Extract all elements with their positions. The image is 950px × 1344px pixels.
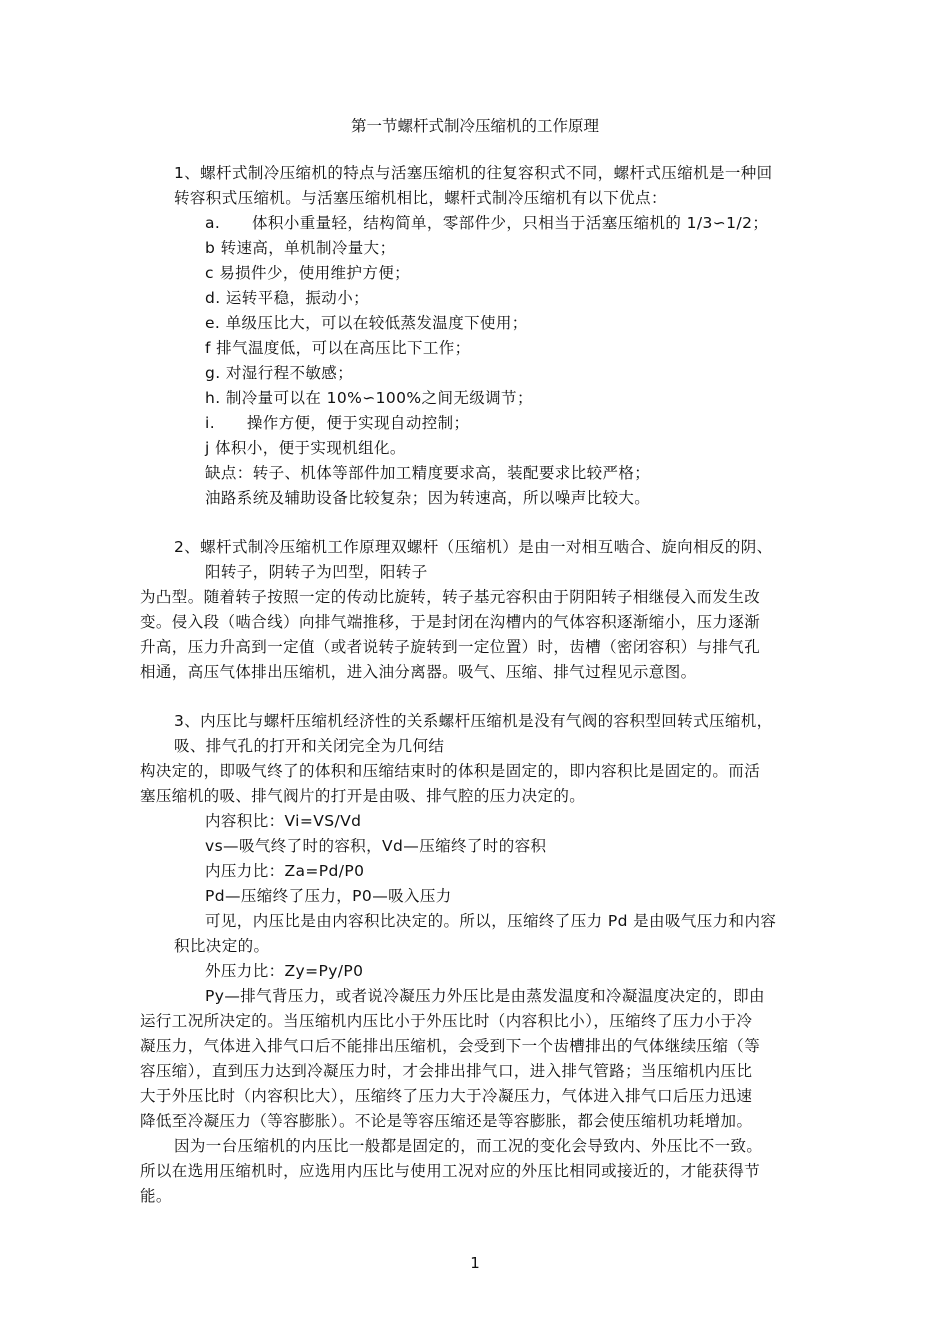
external-pressure-ratio-formula: 外压力比：Zy=Py/P0: [205, 962, 364, 980]
internal-volume-ratio-formula: 内容积比：Vi=VS/Vd: [205, 812, 362, 830]
section3-line-2: 吸、排气孔的打开和关闭完全为几何结: [174, 737, 445, 755]
section2-line-1: 2、螺杆式制冷压缩机工作原理双螺杆（压缩机）是由一对相互啮合、旋向相反的阴、: [174, 538, 773, 556]
volume-definitions: vs—吸气终了时的容积，Vd—压缩终了时的容积: [205, 837, 547, 855]
section2-line-5: 升高，压力升高到一定值（或者说转子旋转到一定位置）时，齿槽（密闭容积）与排气孔: [140, 638, 761, 656]
section3-line-13: 运行工况所决定的。当压缩机内压比小于外压比时（内容积比小），压缩终了压力小于冷: [140, 1012, 753, 1030]
section2-line-3: 为凸型。随着转子按照一定的传动比旋转，转子基元容积由于阴阳转子相继侵入而发生改: [140, 588, 761, 606]
section3-line-18: 因为一台压缩机的内压比一般都是固定的，而工况的变化会导致内、外压比不一致。: [174, 1137, 763, 1155]
section2-line-6: 相通，高压气体排出压缩机，进入油分离器。吸气、压缩、排气过程见示意图。: [140, 663, 697, 681]
internal-pressure-ratio-formula: 内压力比：Za=Pd/P0: [205, 862, 365, 880]
section3-line-10: 积比决定的。: [174, 937, 270, 955]
advantage-item-g: g. 对湿行程不敏感；: [205, 364, 354, 382]
section2-line-2: 阳转子，阴转子为凹型，阳转子: [205, 563, 428, 581]
page-title: 第一节螺杆式制冷压缩机的工作原理: [350, 117, 599, 135]
section1-intro-line-1: 1、螺杆式制冷压缩机的特点与活塞压缩机的往复容积式不同，螺杆式压缩机是一种回: [174, 164, 773, 182]
section2-line-4: 变。侵入段（啮合线）向排气端推移，于是封闭在沟槽内的气体容积逐渐缩小，压力逐渐: [140, 613, 761, 631]
advantage-item-e: e. 单级压比大，可以在较低蒸发温度下使用；: [205, 314, 528, 332]
section3-line-4: 塞压缩机的吸、排气阀片的打开是由吸、排气腔的压力决定的。: [140, 787, 586, 805]
section3-line-20: 能。: [140, 1187, 172, 1205]
advantage-item-h: h. 制冷量可以在 10%∽100%之间无级调节；: [205, 389, 533, 407]
section3-line-16: 大于外压比时（内容积比大），压缩终了压力大于冷凝压力，气体进入排气口后压力迅速: [140, 1087, 753, 1105]
advantage-item-b: b 转速高，单机制冷量大；: [205, 239, 396, 257]
advantage-item-j: j 体积小，便于实现机组化。: [205, 439, 406, 457]
section3-line-9: 可见，内压比是由内容积比决定的。所以，压缩终了压力 Pd 是由吸气压力和内容: [205, 912, 777, 930]
disadvantage-line-1: 缺点：转子、机体等部件加工精度要求高，装配要求比较严格；: [205, 464, 651, 482]
advantage-item-a: a. 体积小重量轻，结构简单，零部件少，只相当于活塞压缩机的 1/3∽1/2；: [205, 214, 769, 232]
advantage-item-d: d. 运转平稳，振动小；: [205, 289, 369, 307]
section3-line-15: 容压缩），直到压力达到冷凝压力时，才会排出排气口，进入排气管路；当压缩机内压比: [140, 1062, 753, 1080]
disadvantage-line-2: 油路系统及辅助设备比较复杂；因为转速高，所以噪声比较大。: [205, 489, 651, 507]
advantage-item-f: f 排气温度低，可以在高压比下工作；: [205, 339, 471, 357]
section3-line-12: Py—排气背压力，或者说冷凝压力外压比是由蒸发温度和冷凝温度决定的，即由: [205, 987, 765, 1005]
pressure-definitions: Pd—压缩终了压力，P0—吸入压力: [205, 887, 452, 905]
section3-line-1: 3、内压比与螺杆压缩机经济性的关系螺杆压缩机是没有气阀的容积型回转式压缩机，: [174, 712, 773, 730]
page-number: 1: [470, 1254, 480, 1272]
section3-line-19: 所以在选用压缩机时，应选用内压比与使用工况对应的外压比相同或接近的，才能获得节: [140, 1162, 761, 1180]
section1-intro-line-2: 转容积式压缩机。与活塞压缩机相比，螺杆式制冷压缩机有以下优点：: [174, 189, 667, 207]
advantage-item-c: c 易损件少，使用维护方便；: [205, 264, 411, 282]
section3-line-14: 凝压力，气体进入排气口后不能排出压缩机，会受到下一个齿槽排出的气体继续压缩（等: [140, 1037, 761, 1055]
section3-line-17: 降低至冷凝压力（等容膨胀）。不论是等容压缩还是等容膨胀，都会使压缩机功耗增加。: [140, 1112, 753, 1130]
advantage-item-i: i. 操作方便，便于实现自动控制；: [205, 414, 470, 432]
section3-line-3: 构决定的，即吸气终了的体积和压缩结束时的体积是固定的，即内容积比是固定的。而活: [140, 762, 761, 780]
